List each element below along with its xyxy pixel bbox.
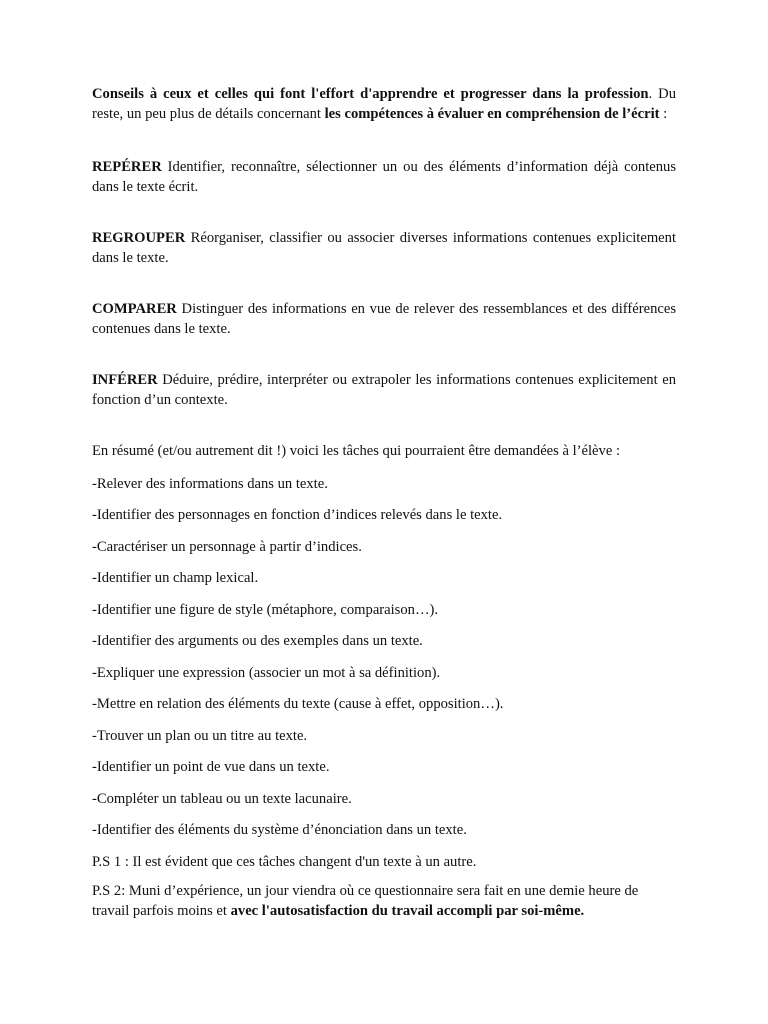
intro-end: : (659, 105, 668, 122)
postscript-2-bold: avec l'autosatisfaction du travail accompli par soi-même (230, 902, 581, 919)
document-body (92, 85, 676, 931)
list-item: -Identifier un champ lexical. (92, 570, 259, 586)
intro-text: . Du reste, un peu plus de détails concernant (92, 86, 676, 122)
postscript-2-text: P.S 2: Muni d’expérience, un jour viendra où ce questionnaire sera fait en une demie heure de travail parfois moins et (92, 883, 639, 919)
list-item: -Identifier une figure de style (métaphore, comparaison…). (92, 601, 439, 618)
intro-paragraph (92, 85, 676, 124)
definition-term: COMPARER (92, 301, 177, 317)
definition-text: Distinguer des informations en vue de relever des ressemblances et des différences contenues dans le texte. (92, 301, 676, 337)
list-item: -Identifier des arguments ou des exemples dans un texte. (92, 633, 423, 649)
definition-comparer (92, 300, 676, 339)
list-item: -Relever des informations dans un texte. (92, 475, 328, 492)
definition-term: REGROUPER (92, 230, 186, 246)
definition-text: Déduire, prédire, interpréter ou extrapoler les informations contenues explicitement en fonction d’un contexte. (92, 372, 676, 408)
definition-term: INFÉRER (92, 372, 158, 388)
summary-intro: En résumé (et/ou autrement dit !) voici les tâches qui pourraient être demandées à l’élève : (92, 443, 620, 459)
definition-term: REPÉRER (92, 159, 162, 175)
definition-text: Identifier, reconnaître, sélectionner un ou des éléments d’information déjà contenus dans le texte écrit. (92, 159, 676, 195)
list-item: -Caractériser un personnage à partir d’indices. (92, 538, 362, 555)
list-item: -Identifier un point de vue dans un texte. (92, 759, 330, 775)
task-list (92, 475, 676, 841)
postscript-2 (92, 882, 676, 921)
definition-reperer (92, 158, 676, 197)
list-item: -Expliquer une expression (associer un mot à sa définition). (92, 664, 441, 681)
intro-bold-competences: les compétences à évaluer en compréhension de l’écrit (324, 105, 660, 122)
list-item: -Mettre en relation des éléments du texte (cause à effet, opposition…). (92, 696, 504, 712)
definition-regrouper (92, 229, 676, 268)
definition-text: Réorganiser, classifier ou associer diverses informations contenues explicitement dans le texte. (92, 230, 676, 266)
intro-bold-lead: Conseils à ceux et celles qui font l'effort d'apprendre et progresser dans la profession (92, 86, 649, 102)
list-item: -Identifier des personnages en fonction d’indices relevés dans le texte. (92, 507, 503, 523)
postscript-2-end: . (580, 902, 585, 919)
list-item: -Trouver un plan ou un titre au texte. (92, 727, 308, 744)
list-item: -Identifier des éléments du système d’énonciation dans un texte. (92, 822, 467, 838)
postscript-1: P.S 1 : Il est évident que ces tâches changent d'un texte à un autre. (92, 853, 477, 870)
definition-inferer (92, 371, 676, 410)
list-item: -Compléter un tableau ou un texte lacunaire. (92, 790, 352, 807)
